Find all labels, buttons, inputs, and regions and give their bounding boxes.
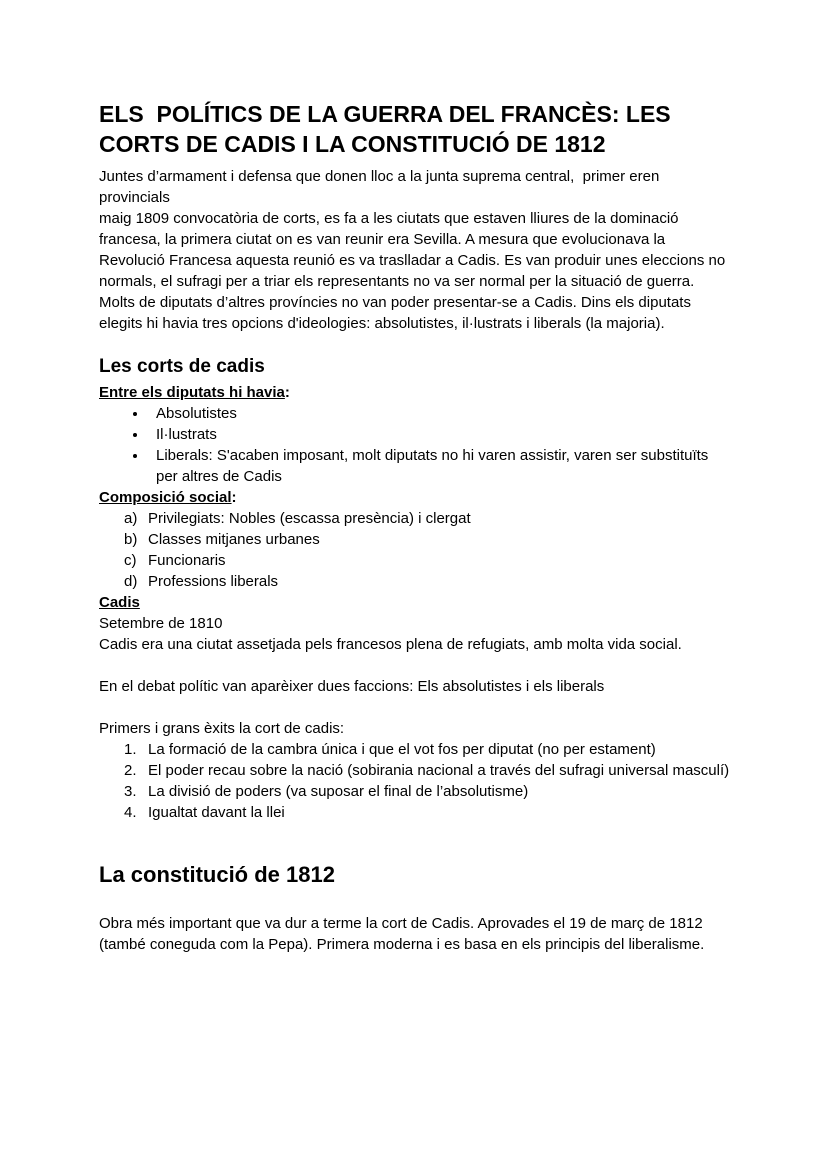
subheading-colon: : xyxy=(284,384,290,401)
list-item xyxy=(99,781,732,802)
paragraph-debat-politic: En el debat polític van aparèixer dues faccions: Els absolutistes i els liberals xyxy=(99,678,605,695)
list-item xyxy=(99,508,732,529)
subheading-cadis xyxy=(99,592,732,613)
paragraph-primers-exits: Primers i grans èxits la cort de cadis: xyxy=(99,720,345,737)
list-item xyxy=(99,739,732,760)
subheading-entre-els-diputats xyxy=(99,382,732,403)
list-item-marker: c) xyxy=(124,552,137,569)
list-item xyxy=(99,760,732,781)
subheading-cadis-text: Cadis xyxy=(99,594,140,611)
section-heading-les-corts-de-cadis: Les corts de cadis xyxy=(99,356,265,377)
list-item-marker: 3. xyxy=(124,783,137,800)
list-item-text: Classes mitjanes urbanes xyxy=(148,531,320,548)
list-item xyxy=(99,550,732,571)
section-heading-la-constitucio-de-1812: La constitució de 1812 xyxy=(99,862,335,887)
list-item-marker: d) xyxy=(124,573,138,590)
subheading-colon: : xyxy=(231,489,237,506)
intro-paragraph-juntes: Juntes d’armament i defensa que donen lloc a la junta suprema central, primer eren provincials xyxy=(99,168,664,206)
exits-numbered-list xyxy=(99,739,732,823)
paragraph-constitucio: Obra més important que va dur a terme la cort de Cadis. Aprovades el 19 de març de 1812 (també coneguda com la Pepa). Primera moderna i es basa en els principis del liberalisme. xyxy=(99,915,707,953)
subheading-composicio-social xyxy=(99,487,732,508)
bullet-item-illustrats: • Il·lustrats xyxy=(148,424,732,445)
list-item-text: Igualtat davant la llei xyxy=(148,804,285,821)
list-item-text: Funcionaris xyxy=(148,552,226,569)
list-item-text: Professions liberals xyxy=(148,573,279,590)
list-item-marker: 4. xyxy=(124,804,137,821)
diputats-bullet-list xyxy=(99,403,732,487)
list-item-text: Privilegiats: Nobles (escassa presència) i clergat xyxy=(148,510,471,527)
list-item-text: La formació de la cambra única i que el vot fos per diputat (no per estament) xyxy=(148,741,656,758)
cadis-line-ciutat: Cadis era una ciutat assetjada pels francesos plena de refugiats, amb molta vida social. xyxy=(99,636,682,653)
list-item-marker: 2. xyxy=(124,762,137,779)
list-item xyxy=(99,802,732,823)
list-item-marker: b) xyxy=(124,531,138,548)
list-item xyxy=(99,571,732,592)
list-item-text: El poder recau sobre la nació (sobirania nacional a través del sufragi universal masculí) xyxy=(148,762,730,779)
cadis-line-setembre: Setembre de 1810 xyxy=(99,615,223,632)
subheading-entre-els-diputats-text: Entre els diputats hi havia xyxy=(99,384,285,401)
bullet-item-liberals: • Liberals: S'acaben imposant, molt diputats no hi varen assistir, varen ser substituïts per altres de Cadis xyxy=(148,445,732,487)
bullet-item-absolutistes: • Absolutistes xyxy=(148,403,732,424)
list-item-marker: a) xyxy=(124,510,138,527)
list-item xyxy=(99,529,732,550)
list-item-marker: 1. xyxy=(124,741,137,758)
intro-paragraph-maig-1809: maig 1809 convocatòria de corts, es fa a les ciutats que estaven lliures de la dominació francesa, la primera ciutat on es van reunir era Sevilla. A mesura que evolucionava la Revolució Francesa aquesta reunió es va traslladar a Cadis. Es van produir unes eleccions no normals, el sufragi per a triar els representants no va ser normal per la situació de guerra. Molts de diputats d’altres províncies no van poder presentar-se a Cadis. Dins els diputats elegits hi havia tres opcions d'ideologies: absolutistes, il·lustrats i liberals (la majoria). xyxy=(99,210,730,332)
list-item-text: La divisió de poders (va suposar el final de l’absolutisme) xyxy=(148,783,529,800)
document-title: ELS POLÍTICS DE LA GUERRA DEL FRANCÈS: LES CORTS DE CADIS I LA CONSTITUCIÓ DE 1812 xyxy=(99,101,678,157)
composicio-lettered-list xyxy=(99,508,732,592)
subheading-composicio-social-text: Composició social xyxy=(99,489,232,506)
